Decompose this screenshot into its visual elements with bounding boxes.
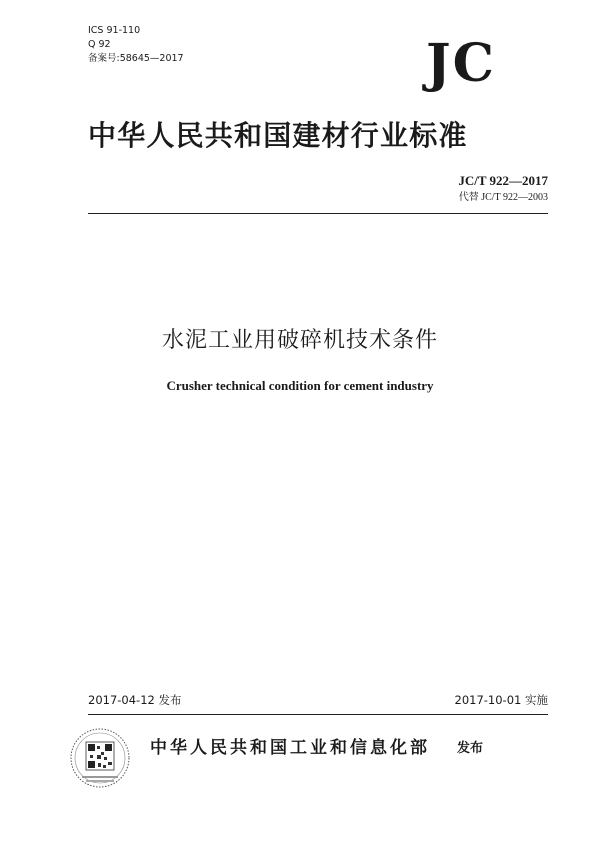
bottom-divider (88, 714, 548, 715)
implement-date: 2017-10-01 实施 (454, 693, 548, 707)
standard-number: JC/T 922—2017 (458, 173, 548, 188)
filing-number: 备案号:58645—2017 (88, 53, 184, 64)
ics-code: ICS 91-110 (88, 25, 141, 36)
jc-logo: JC (426, 33, 496, 94)
issue-label: 发布 (457, 741, 484, 756)
document-title-chinese: 水泥工业用破碎机技术条件 (161, 328, 438, 353)
top-divider (88, 213, 548, 214)
qr-seal-icon (68, 726, 132, 792)
document-title-english: Crusher technical condition for cement industry (166, 378, 434, 393)
replaces-standard: 代替 JC/T 922—2003 (458, 192, 548, 203)
org-title: 中华人民共和国建材行业标准 (88, 119, 468, 152)
classification-block (88, 24, 184, 66)
publish-date: 2017-04-12 发布 (88, 693, 182, 707)
issuing-authority: 中华人民共和国工业和信息化部 (150, 738, 430, 758)
class-code: Q 92 (88, 39, 111, 50)
